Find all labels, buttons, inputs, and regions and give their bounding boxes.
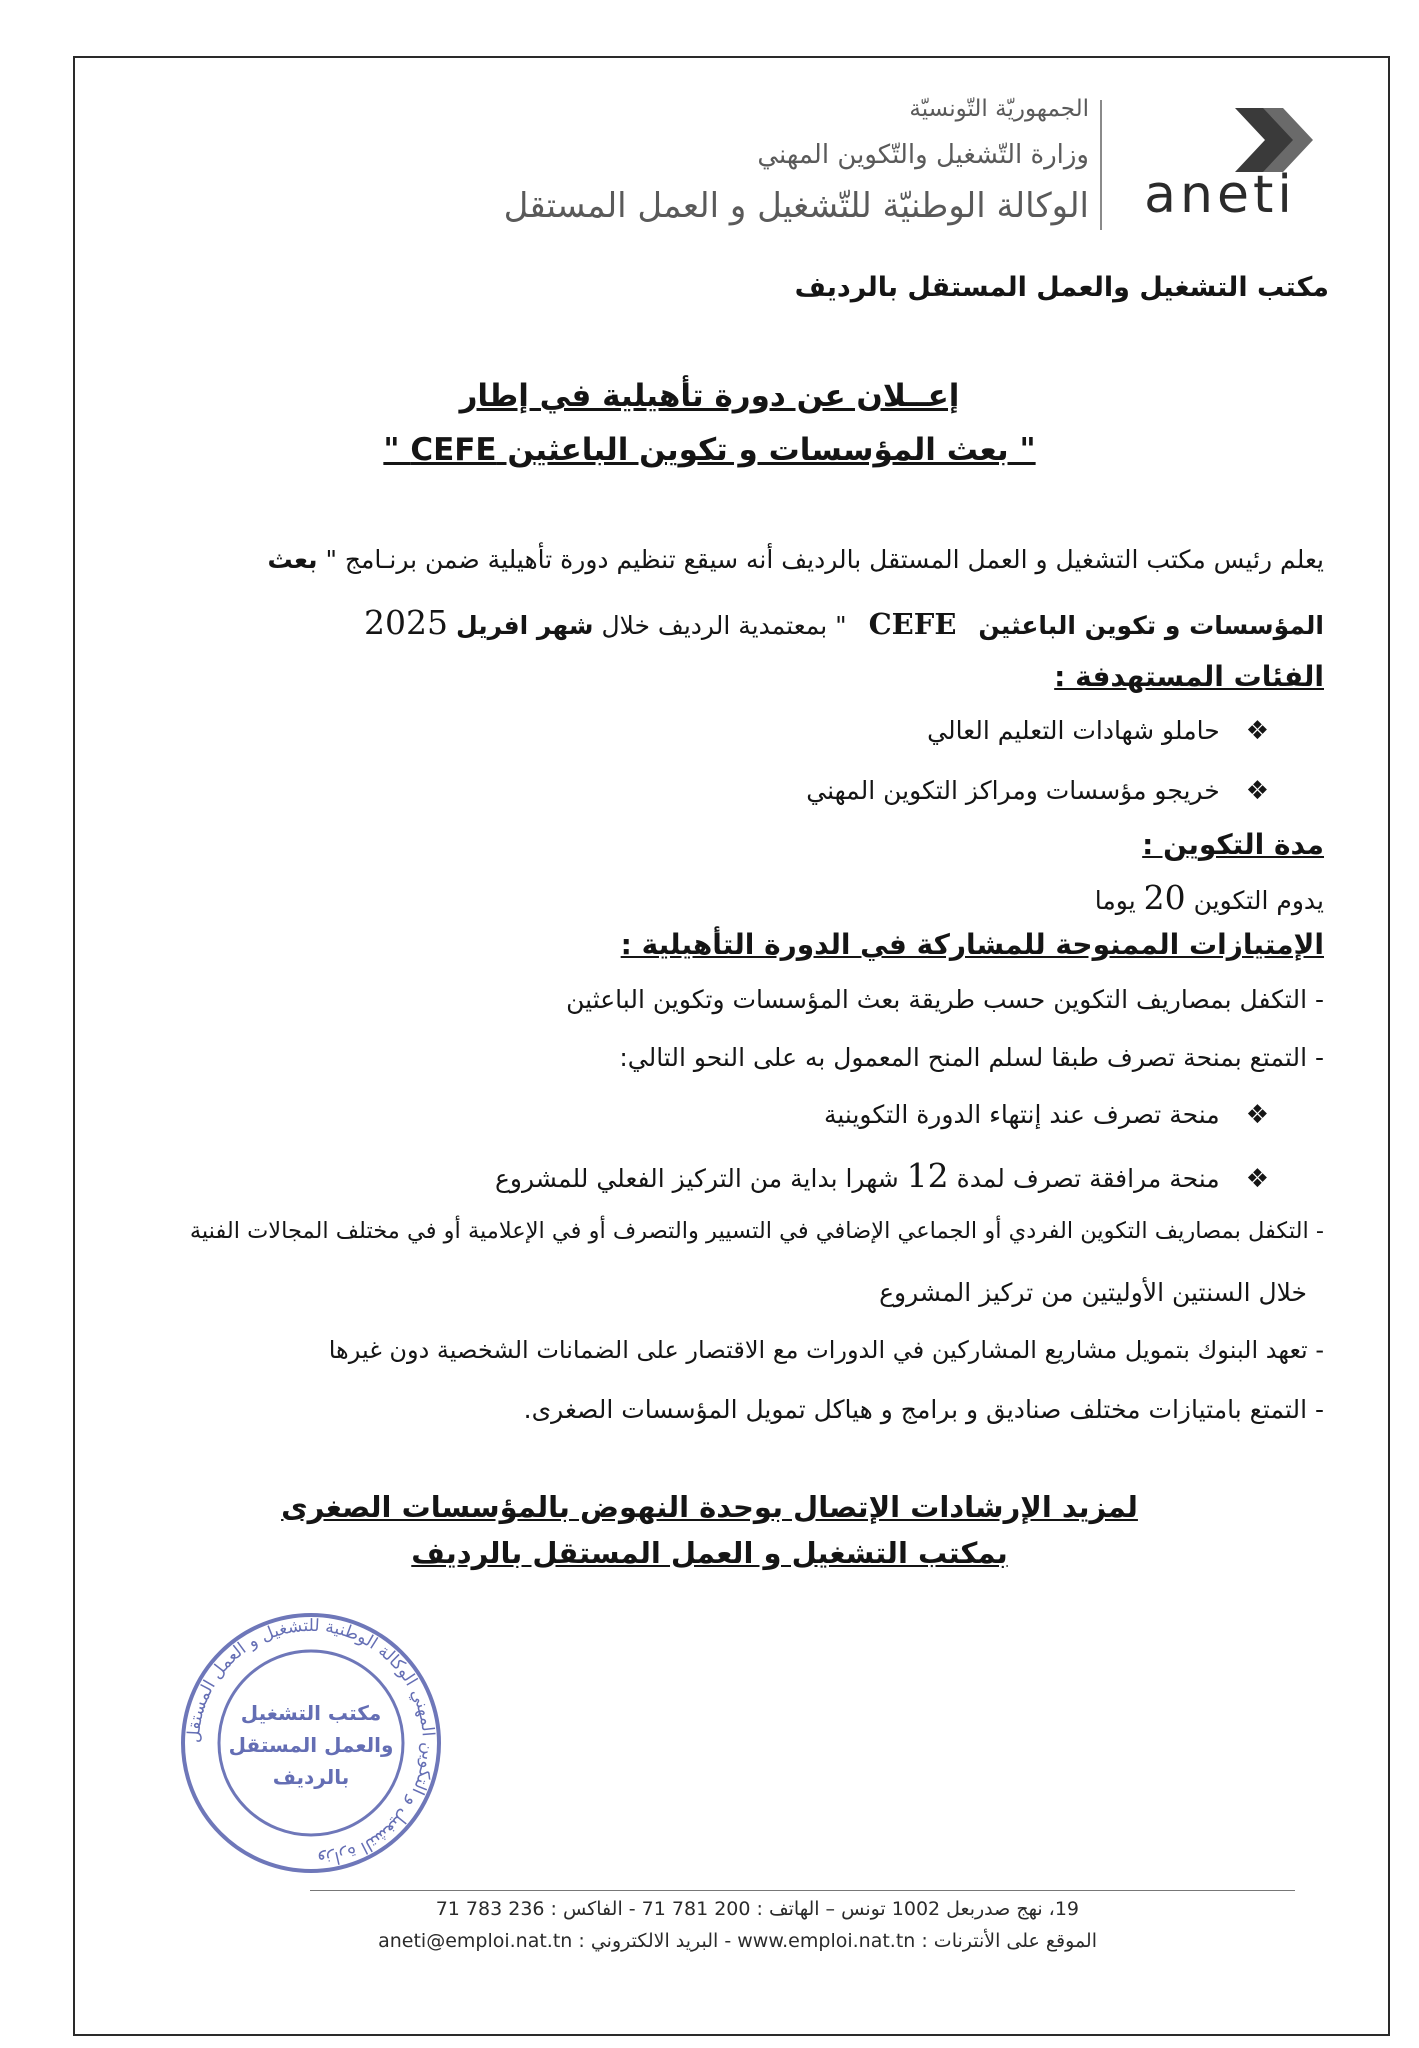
benefit-subitem: ❖منحة مرافقة تصرف لمدة 12 شهرا بداية من التركيز الفعلي للمشروع xyxy=(494,1156,1269,1195)
footer-divider xyxy=(310,1890,1295,1891)
diamond-bullet-icon: ❖ xyxy=(1245,1164,1269,1194)
intro-month: شهر افريل xyxy=(455,611,594,640)
intro-location: " بمعتمدية الرديف خلال xyxy=(601,611,847,640)
target-item: ❖خريجو مؤسسات ومراكز التكوين المهني xyxy=(806,776,1269,806)
intro-program-start: بعث xyxy=(267,545,318,574)
grant-months: 12 xyxy=(906,1156,949,1195)
footer-web: الموقع على الأنترنات : www.emploi.nat.tn - البريد الالكتروني : aneti@emploi.nat.tn xyxy=(378,1930,1097,1952)
header-divider xyxy=(1100,100,1102,230)
target-item: ❖حاملو شهادات التعليم العالي xyxy=(927,716,1269,746)
diamond-bullet-icon: ❖ xyxy=(1245,776,1269,806)
benefit-item: - التمتع بامتيازات مختلف صناديق و برامج و هياكل تمويل المؤسسات الصغرى. xyxy=(523,1395,1324,1424)
aneti-logo xyxy=(1115,100,1325,225)
announcement-subtitle: " بعث المؤسسات و تكوين الباعثين CEFE " xyxy=(383,432,1036,468)
benefit-item: - التمتع بمنحة تصرف طبقا لسلم المنح المعمول به على النحو التالي: xyxy=(619,1043,1324,1072)
republic-name: الجمهوريّة التّونسيّة xyxy=(909,96,1089,122)
stamp-outer-text: وزارة التشغيل و التكوين المهني الوكالة الوطنية للتشغيل و العمل المستقل xyxy=(183,1615,439,1870)
benefit-item: - تعهد البنوك بتمويل مشاريع المشاركين في الدورات مع الاقتصار على الضمانات الشخصية دون غيرها xyxy=(328,1336,1324,1364)
intro-year: 2025 xyxy=(364,603,448,642)
benefit-subitem: ❖منحة تصرف عند إنتهاء الدورة التكوينية xyxy=(823,1100,1269,1130)
duration-text: يدوم التكوين 20 يوما xyxy=(1094,878,1324,917)
contact-line-1: لمزيد الإرشادات الإتصال بوحدة النهوض بالمؤسسات الصغرى xyxy=(281,1490,1138,1524)
office-name: مكتب التشغيل والعمل المستقل بالرديف xyxy=(794,272,1329,303)
office-stamp xyxy=(176,1608,446,1878)
intro-cefe: CEFE xyxy=(868,607,957,641)
footer-address: 19، نهج صدربعل 1002 تونس – الهاتف : 200 781 71 - الفاكس : 236 783 71 xyxy=(435,1898,1079,1920)
contact-line-2: بمكتب التشغيل و العمل المستقل بالرديف xyxy=(411,1536,1008,1570)
announcement-title: إعــلان عن دورة تأهيلية في إطار xyxy=(459,378,960,414)
benefit-item-continued: خلال السنتين الأوليتين من تركيز المشروع xyxy=(879,1278,1307,1307)
benefits-heading: الإمتيازات الممنوحة للمشاركة في الدورة التأهيلية : xyxy=(620,928,1324,961)
stamp-inner-line: مكتب التشغيل xyxy=(240,1701,382,1725)
diamond-bullet-icon: ❖ xyxy=(1245,716,1269,746)
benefit-item: - التكفل بمصاريف التكوين الفردي أو الجماعي الإضافي في التسيير والتصرف أو في الإعلامية أو في مختلف المجالات الفنية xyxy=(189,1218,1324,1244)
stamp-inner-line: بالرديف xyxy=(272,1765,350,1789)
agency-name: الوكالة الوطنيّة للتّشغيل و العمل المستقل xyxy=(503,186,1089,226)
logo-text: aneti xyxy=(1144,165,1296,225)
ministry-name: وزارة التّشغيل والتّكوين المهني xyxy=(757,140,1089,170)
duration-days: 20 xyxy=(1143,878,1186,917)
target-heading: الفئات المستهدفة : xyxy=(1054,660,1324,693)
intro-text: يعلم رئيس مكتب التشغيل و العمل المستقل بالرديف أنه سيقع تنظيم دورة تأهيلية ضمن برنـامج " xyxy=(325,545,1324,574)
intro-line-2 xyxy=(364,603,1324,642)
duration-heading: مدة التكوين : xyxy=(1142,828,1324,861)
stamp-inner-line: والعمل المستقل xyxy=(228,1733,394,1757)
benefit-item: - التكفل بمصاريف التكوين حسب طريقة بعث المؤسسات وتكوين الباعثين xyxy=(566,985,1324,1014)
diamond-bullet-icon: ❖ xyxy=(1245,1100,1269,1130)
intro-program-name: المؤسسات و تكوين الباعثين xyxy=(978,611,1324,640)
intro-line-1 xyxy=(268,545,1324,574)
